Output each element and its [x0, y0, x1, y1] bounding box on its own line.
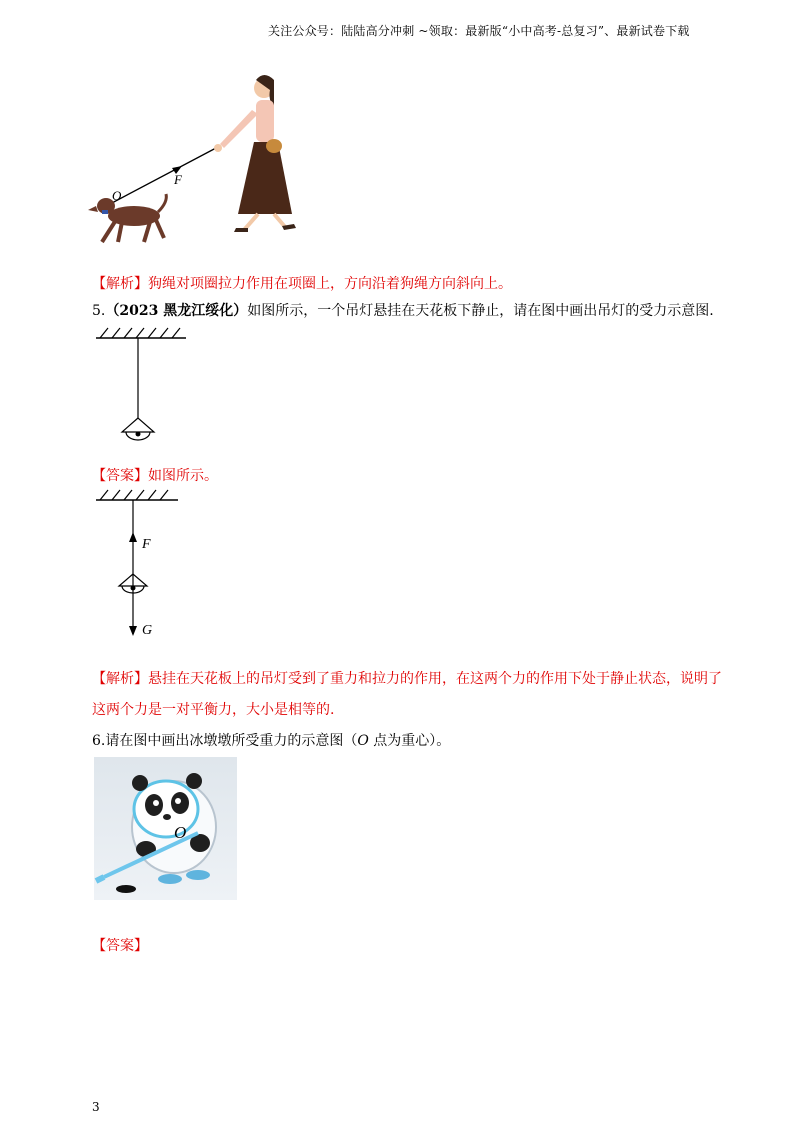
analysis-tag: 【解析】 [92, 671, 148, 687]
question-number: 5. [92, 303, 106, 319]
question-source: （2023 黑龙江绥化） [105, 303, 248, 319]
point-o-label: O [112, 188, 122, 203]
woman-icon [214, 75, 296, 232]
hanging-lamp-figure [92, 326, 192, 446]
question-text: 请在图中画出冰墩墩所受重力的示意图（ [105, 733, 358, 749]
center-of-gravity-label: O [174, 823, 187, 842]
question-6 [92, 730, 450, 750]
analysis-text: 狗绳对项圈拉力作用在项圈上，方向沿着狗绳方向斜向上。 [148, 276, 512, 292]
bing-dwen-dwen-image [94, 757, 237, 900]
bing-dwen-dwen-icon [94, 757, 237, 900]
analysis-4 [92, 273, 512, 293]
analysis-text: 悬挂在天花板上的吊灯受到了重力和拉力的作用，在这两个力的作用下处于静止状态，说明了 [148, 671, 722, 687]
force-f-label: F [142, 537, 151, 552]
question-text: 如图所示，一个吊灯悬挂在天花板下静止，请在图中画出吊灯的受力示意图. [247, 303, 714, 319]
analysis-tag: 【解析】 [92, 276, 148, 292]
analysis-5-line2: 这两个力是一对平衡力，大小是相等的. [92, 702, 335, 718]
lamp-force-figure [92, 488, 192, 638]
question-number: 6. [92, 733, 106, 749]
page-number: 3 [92, 1100, 100, 1114]
question-5 [92, 300, 714, 320]
analysis-5-line1 [92, 668, 722, 688]
answer-text: 如图所示。 [148, 468, 218, 484]
lamp-icon [122, 418, 154, 440]
dog-icon [88, 194, 166, 242]
force-g-label: G [142, 623, 153, 638]
question-o-symbol: O [357, 733, 369, 749]
tension-arrowhead [129, 532, 137, 542]
page-header: 关注公众号：陆陆高分冲刺 ~领取：最新版“小中高考-总复习”、最新试卷下载 [268, 24, 690, 38]
gravity-arrowhead [129, 626, 137, 636]
ceiling-hatching [100, 328, 180, 338]
force-f-label: F [174, 172, 182, 187]
question-text-end: 点为重心）。 [368, 733, 451, 749]
ceiling-hatching [100, 490, 168, 500]
answer-5 [92, 465, 218, 485]
dog-walking-figure [88, 70, 308, 250]
answer-6: 【答案】 [92, 938, 148, 954]
answer-tag: 【答案】 [92, 468, 148, 484]
leash-line [110, 148, 216, 204]
